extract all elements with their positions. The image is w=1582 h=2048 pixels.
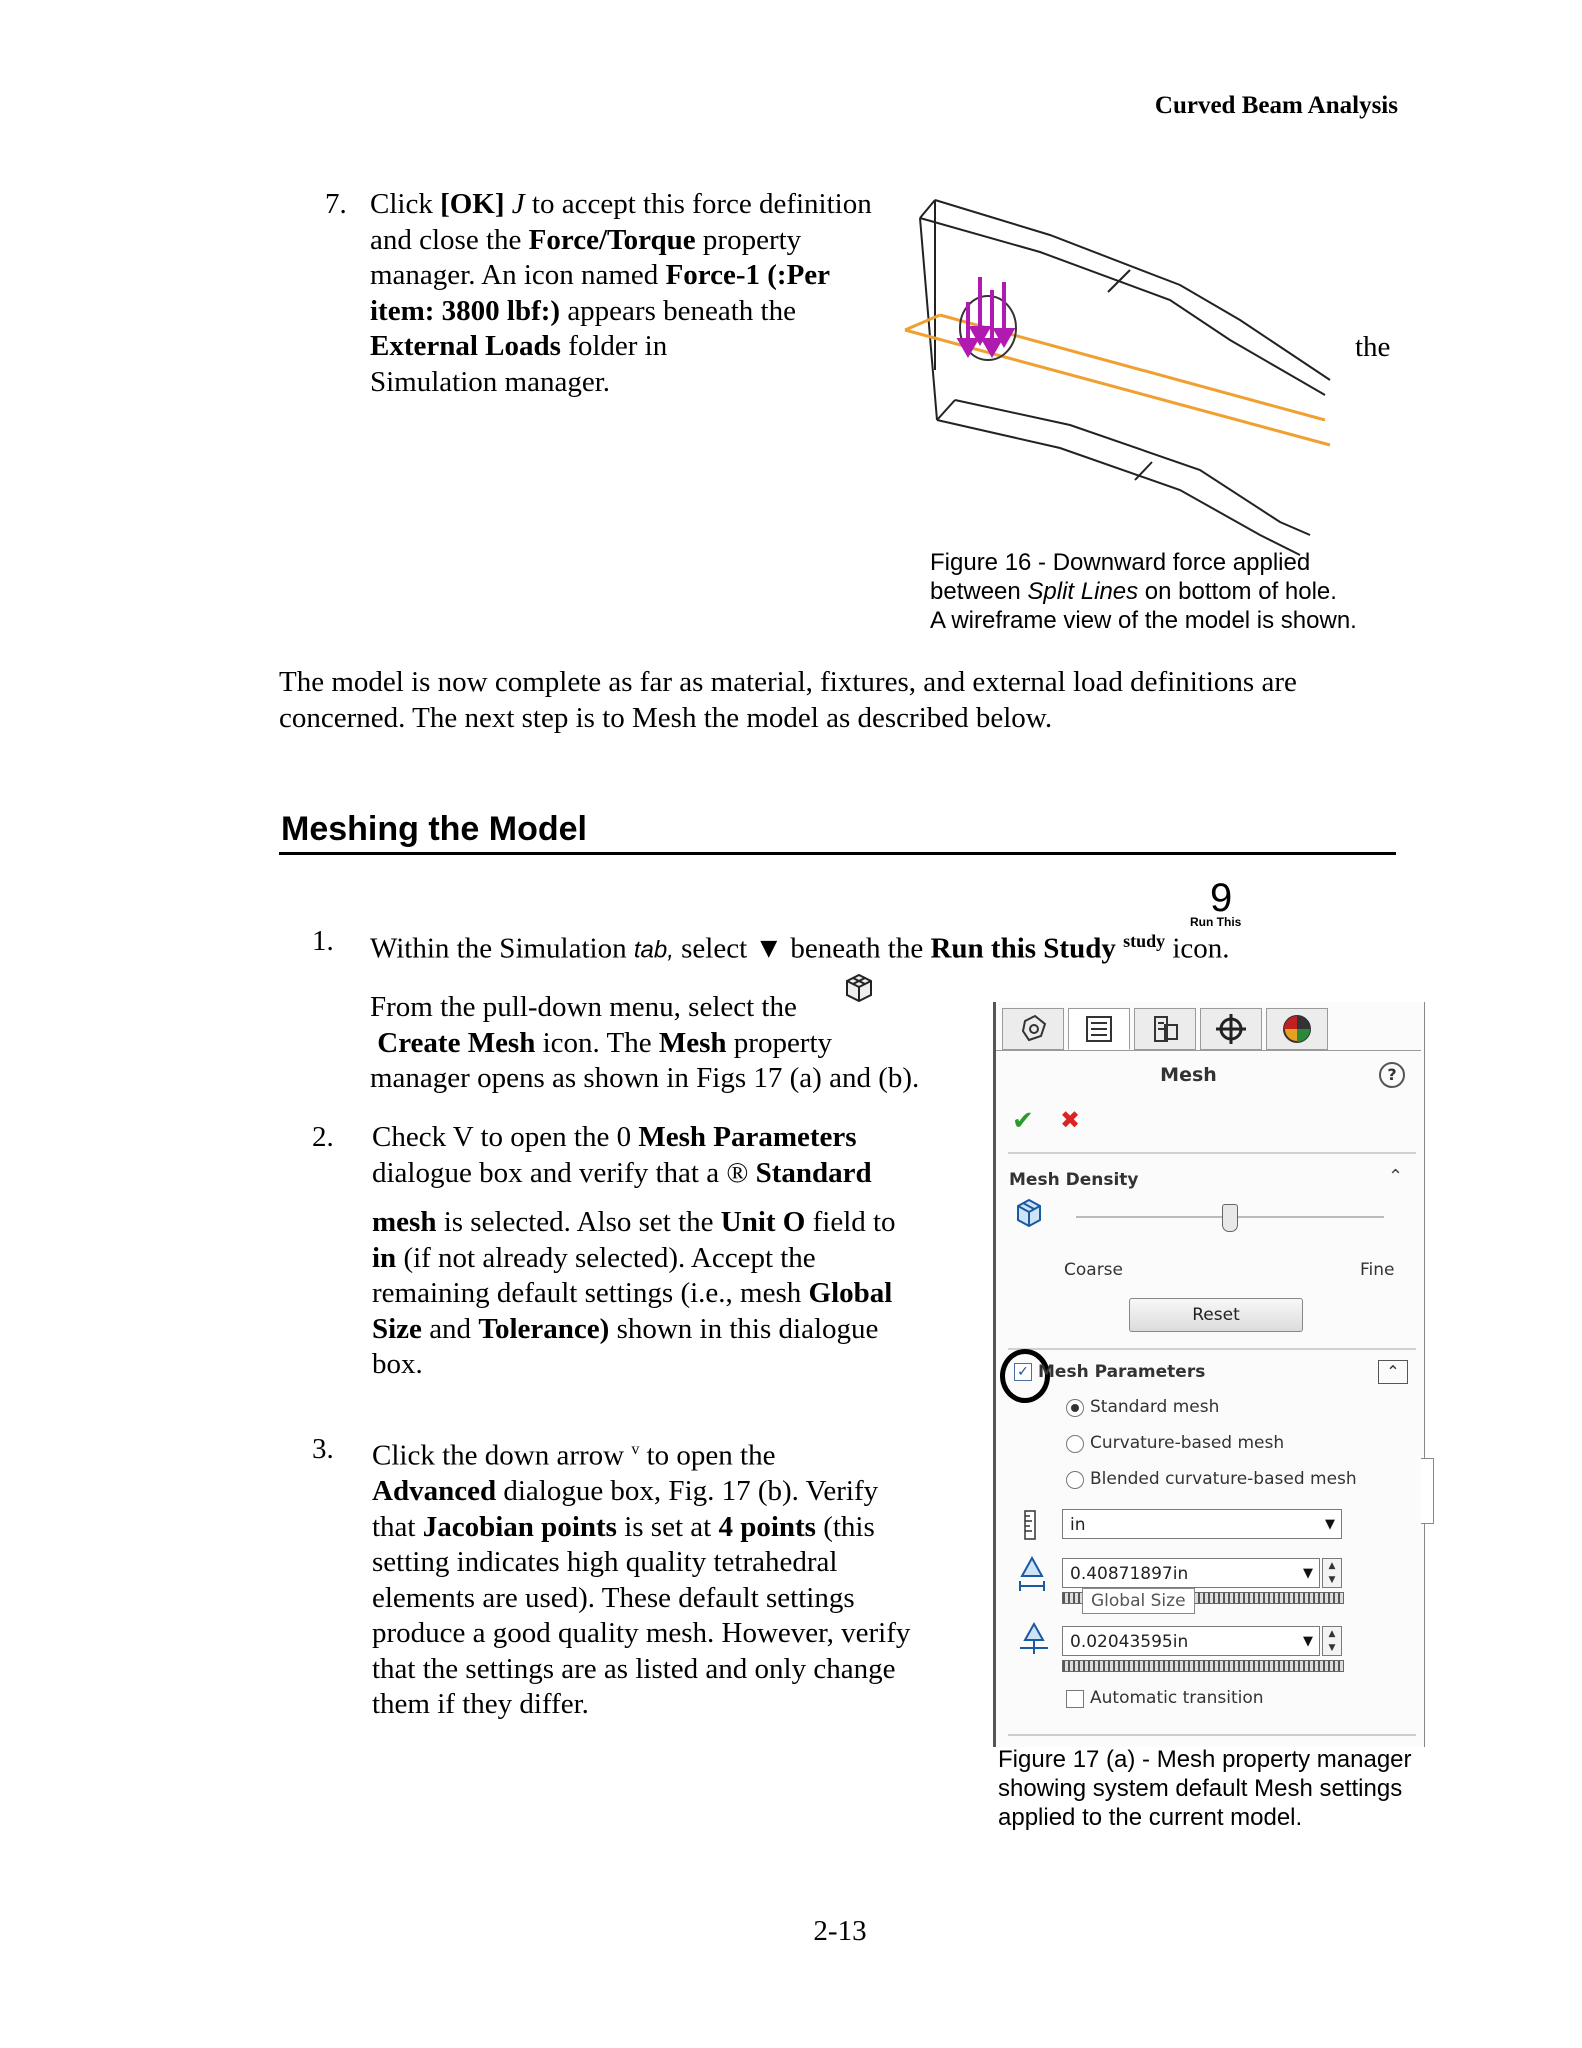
- mesh-density-icon: [1014, 1198, 1044, 1234]
- pm-divider: [1008, 1152, 1416, 1154]
- radio-blended-mesh-label: Blended curvature-based mesh: [1090, 1469, 1357, 1489]
- global-size-icon: [1018, 1556, 1046, 1600]
- running-header: Curved Beam Analysis: [1154, 92, 1398, 119]
- step-1-line: Within the Simulation tab, select ▼ beneath the Run this Study $^{study}$ icon.: [370, 931, 1230, 965]
- figure-16-side-text: the: [1355, 331, 1391, 363]
- cancel-x-icon[interactable]: ✖: [1060, 1106, 1081, 1134]
- mesh-parameters-checkbox[interactable]: ✓: [1014, 1363, 1032, 1381]
- density-collapse-chevron-icon[interactable]: ⌃: [1388, 1166, 1404, 1187]
- configuration-icon: [1135, 1009, 1195, 1049]
- step-1-continued: From the pull-down menu, select the Create Mesh icon. The Mesh property manager opens as shown in Figs 17 (a) and (b).: [370, 991, 920, 1094]
- heading-rule: [279, 852, 1396, 855]
- mesh-parameters-collapse-icon[interactable]: ⌃: [1378, 1360, 1408, 1384]
- automatic-transition-label: Automatic transition: [1090, 1688, 1264, 1708]
- page-number: 2-13: [813, 1915, 867, 1947]
- step-7-number: 7.: [325, 188, 347, 220]
- part-tree-icon: [1003, 1009, 1063, 1049]
- unit-select[interactable]: [1062, 1509, 1342, 1539]
- figure-17-caption: Figure 17 (a) - Mesh property manager showing system default Mesh settings applied to the current model.: [998, 1746, 1412, 1831]
- figure-16-wireframe: [880, 180, 1350, 560]
- step-3-number: 3.: [312, 1433, 334, 1465]
- tolerance-icon: [1018, 1622, 1050, 1660]
- pm-title: Mesh: [1160, 1064, 1217, 1086]
- radio-standard-mesh-label: Standard mesh: [1090, 1397, 1220, 1417]
- step-3-text: Click the down arrow $^v$ to open the Advanced dialogue box, Fig. 17 (b). Verify that Jacobian points is set at 4 points (this setting indicates high quality tetrahedral elements are used). These default settings produce a good quality mesh. However, verify that the settings are as listed and only change them if they differ.: [372, 1439, 911, 1721]
- ok-check-icon[interactable]: ✔: [1012, 1106, 1034, 1136]
- step-2-number: 2.: [312, 1121, 334, 1153]
- ruler-unit-icon: [1022, 1510, 1038, 1544]
- intro-paragraph: The model is now complete as far as material, fixtures, and external load definitions are concerned. The next step is to Mesh the model as described below.: [279, 666, 1297, 734]
- mesh-density-label: Mesh Density: [1009, 1170, 1139, 1190]
- global-size-dropdown-arrow-icon: ▼: [1303, 1566, 1313, 1581]
- crosshair-icon: [1201, 1009, 1261, 1049]
- tab-configuration-manager[interactable]: [1134, 1008, 1196, 1050]
- global-size-input[interactable]: [1062, 1558, 1320, 1588]
- tab-divider: [996, 1050, 1421, 1051]
- tab-display-manager[interactable]: [1266, 1008, 1328, 1050]
- global-size-spinner[interactable]: ▲ ▼: [1322, 1558, 1342, 1588]
- tolerance-value: 0.02043595in: [1070, 1632, 1189, 1652]
- help-icon[interactable]: ?: [1379, 1062, 1405, 1088]
- reset-button[interactable]: Reset: [1129, 1298, 1303, 1332]
- run-study-icon-label: Run This: [1190, 915, 1242, 929]
- step-2-text: Check V to open the 0 Mesh Parameters dialogue box and verify that a ® Standard mesh is selected. Also set the Unit O field to in (if not already selected). Accept the remaining default settings (i.e., mesh Global Size and Tolerance) shown in this dialogue box.: [372, 1121, 896, 1380]
- radio-blended-mesh[interactable]: [1066, 1471, 1084, 1489]
- automatic-transition-checkbox[interactable]: [1066, 1690, 1084, 1708]
- mesh-property-manager: [993, 1002, 1425, 1747]
- panel-resize-handle[interactable]: [1421, 1458, 1434, 1524]
- tab-feature-manager[interactable]: [1002, 1008, 1064, 1050]
- tolerance-dropdown-arrow-icon: ▼: [1303, 1634, 1313, 1649]
- tolerance-spinner[interactable]: ▲ ▼: [1322, 1626, 1342, 1656]
- tab-property-manager[interactable]: [1068, 1008, 1130, 1050]
- step-7-text: Click [OK] J to accept this force definition and close the Force/Torque property manager. An icon named Force-1 (:Per item: 3800 lbf:) appears beneath the External Loads folder in Simulation manager.: [370, 188, 872, 398]
- global-size-value: 0.40871897in: [1070, 1564, 1189, 1584]
- unit-dropdown-arrow-icon: ▼: [1325, 1517, 1335, 1532]
- pm-divider: [1008, 1348, 1416, 1350]
- mesh-density-slider-thumb[interactable]: [1222, 1204, 1238, 1232]
- property-list-icon: [1069, 1009, 1129, 1049]
- step-1-number: 1.: [312, 925, 334, 957]
- figure-16-caption: Figure 16 - Downward force applied between Split Lines on bottom of hole. A wireframe view of the model is shown.: [930, 549, 1357, 634]
- radio-standard-mesh[interactable]: [1066, 1399, 1084, 1417]
- global-size-tooltip: Global Size: [1082, 1588, 1195, 1614]
- run-study-icon-number: 9: [1210, 876, 1233, 920]
- pm-bottom-divider: [1008, 1734, 1416, 1736]
- tolerance-slider[interactable]: [1062, 1660, 1344, 1672]
- fine-label: Fine: [1360, 1260, 1395, 1280]
- radio-curvature-mesh[interactable]: [1066, 1435, 1084, 1453]
- mesh-parameters-label: Mesh Parameters: [1038, 1362, 1206, 1382]
- unit-select-value: in: [1070, 1515, 1086, 1535]
- section-heading: Meshing the Model: [281, 810, 587, 848]
- appearance-sphere-icon: [1267, 1009, 1327, 1049]
- radio-curvature-mesh-label: Curvature-based mesh: [1090, 1433, 1285, 1453]
- tolerance-input[interactable]: [1062, 1626, 1320, 1656]
- coarse-label: Coarse: [1064, 1260, 1123, 1280]
- tab-dimxpert-manager[interactable]: [1200, 1008, 1262, 1050]
